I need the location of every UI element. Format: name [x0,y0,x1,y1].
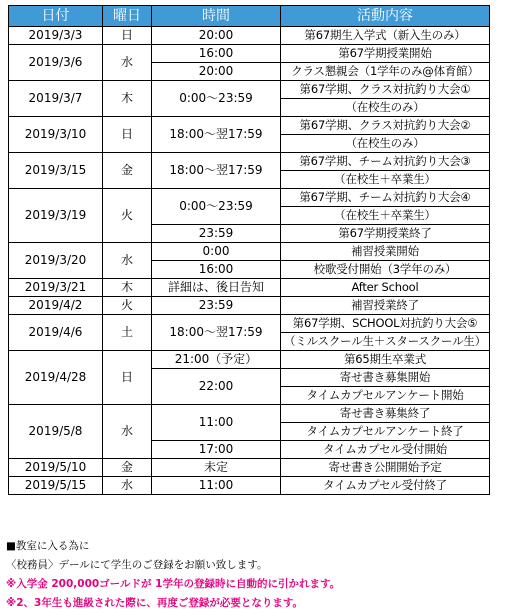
activity-cell: 第67学期授業終了 [281,225,490,243]
header-day: 曜日 [103,6,152,27]
schedule-body [9,27,490,495]
note-line-1: ■教室に入る為に [6,540,90,552]
date-cell: 2019/3/7 [9,81,103,117]
day-cell: 金 [103,153,152,189]
date-cell: 2019/3/6 [9,45,103,81]
date-cell: 2019/5/10 [9,459,103,477]
activity-cell: （在校生＋卒業生） [281,171,490,189]
time-cell: 17:00 [152,441,281,459]
day-cell: 土 [103,315,152,351]
header-time: 時間 [152,6,281,27]
date-cell: 2019/3/20 [9,243,103,279]
table-row [9,279,490,297]
activity-cell: タイムカプセルアンケート終了 [281,423,490,441]
day-cell: 木 [103,279,152,297]
activity-cell: タイムカプセル受付終了 [281,477,490,495]
day-cell: 金 [103,459,152,477]
activity-cell: 第67期生入学式（新入生のみ） [281,27,490,45]
table-row [9,477,490,495]
day-cell: 日 [103,117,152,153]
date-cell: 2019/5/15 [9,477,103,495]
table-row [9,27,490,45]
header-date: 日付 [9,6,103,27]
time-cell: 18:00～翌17:59 [152,117,281,153]
time-cell: 0:00～23:59 [152,189,281,225]
activity-cell: クラス懇親会（1学年のみ@体育館） [281,63,490,81]
time-cell: 0:00 [152,243,281,261]
header-activity: 活動内容 [281,6,490,27]
schedule-table [8,5,490,495]
date-cell: 2019/3/15 [9,153,103,189]
date-cell: 2019/4/6 [9,315,103,351]
date-cell: 2019/4/28 [9,351,103,405]
table-row [9,405,490,423]
time-cell: 18:00～翌17:59 [152,315,281,351]
activity-cell: タイムカプセル受付開始 [281,441,490,459]
table-row [9,81,490,99]
table-row [9,45,490,63]
date-cell: 2019/3/10 [9,117,103,153]
table-row [9,459,490,477]
table-row [9,189,490,207]
activity-cell: 第67学期授業開始 [281,45,490,63]
activity-cell: （在校生のみ） [281,135,490,153]
activity-cell: （在校生のみ） [281,99,490,117]
activity-cell: タイムカプセルアンケート開始 [281,387,490,405]
date-cell: 2019/4/2 [9,297,103,315]
table-row [9,117,490,135]
time-cell: 未定 [152,459,281,477]
day-cell: 日 [103,351,152,405]
time-cell: 23:59 [152,297,281,315]
date-cell: 2019/3/21 [9,279,103,297]
date-cell: 2019/3/19 [9,189,103,243]
day-cell: 水 [103,405,152,459]
activity-cell: 寄せ書き募集終了 [281,405,490,423]
activity-cell: （ミルスクール生＋スタースクール生） [281,333,490,351]
activity-cell: 第65期生卒業式 [281,351,490,369]
time-cell: 詳細は、後日告知 [152,279,281,297]
table-row [9,153,490,171]
time-cell: 11:00 [152,405,281,441]
activity-cell: （在校生＋卒業生） [281,207,490,225]
time-cell: 18:00～翌17:59 [152,153,281,189]
time-cell: 20:00 [152,63,281,81]
activity-cell: 寄せ書き公開開始予定 [281,459,490,477]
day-cell: 水 [103,45,152,81]
activity-cell: 第67学期、チーム対抗釣り大会④ [281,189,490,207]
time-cell: 21:00（予定） [152,351,281,369]
activity-cell: 校歌受付開始（3学年のみ） [281,261,490,279]
activity-cell: After School [281,279,490,297]
day-cell: 火 [103,189,152,243]
time-cell: 16:00 [152,261,281,279]
table-row [9,315,490,333]
note-line-2: 〈校務員〉デールにて学生のご登録をお願い致します。 [6,559,268,571]
activity-cell: 寄せ書き募集開始 [281,369,490,387]
note-warning-2: ※2、3年生も進級された際に、再度ご登録が必要となります。 [6,597,303,609]
day-cell: 水 [103,243,152,279]
time-cell: 23:59 [152,225,281,243]
activity-cell: 第67学期、チーム対抗釣り大会③ [281,153,490,171]
note-warning-1: ※入学金 200,000ゴールドが 1学年の登録時に自動的に引かれます。 [6,578,341,590]
table-row [9,351,490,369]
activity-cell: 第67学期、クラス対抗釣り大会① [281,81,490,99]
date-cell: 2019/3/3 [9,27,103,45]
date-cell: 2019/5/8 [9,405,103,459]
day-cell: 木 [103,81,152,117]
time-cell: 11:00 [152,477,281,495]
header-row [9,6,490,27]
day-cell: 火 [103,297,152,315]
notes [6,537,502,613]
time-cell: 22:00 [152,369,281,405]
table-row [9,243,490,261]
time-cell: 20:00 [152,27,281,45]
activity-cell: 補習授業終了 [281,297,490,315]
table-row [9,297,490,315]
day-cell: 水 [103,477,152,495]
activity-cell: 第67学期、SCHOOL対抗釣り大会⑤ [281,315,490,333]
activity-cell: 補習授業開始 [281,243,490,261]
day-cell: 日 [103,27,152,45]
time-cell: 0:00～23:59 [152,81,281,117]
time-cell: 16:00 [152,45,281,63]
activity-cell: 第67学期、クラス対抗釣り大会② [281,117,490,135]
